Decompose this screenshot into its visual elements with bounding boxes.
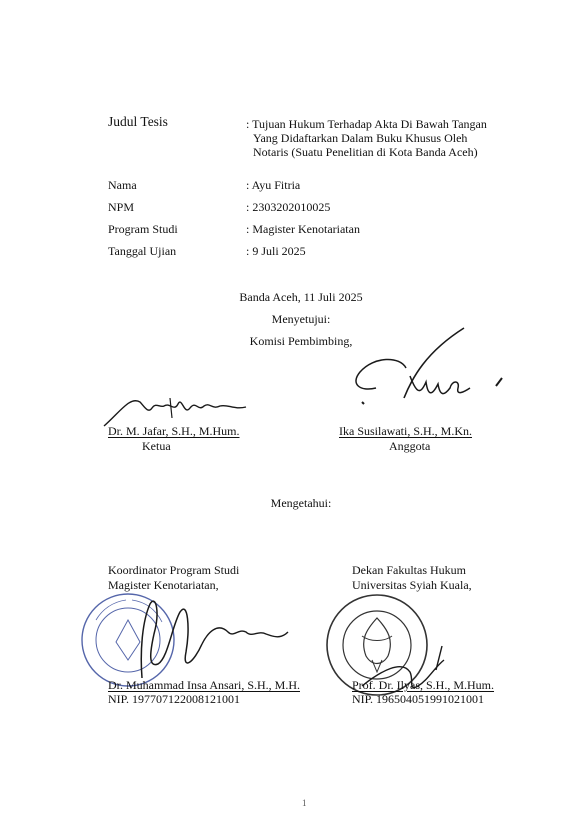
exam-date-label: Tanggal Ujian [108,244,177,258]
chair-name: Dr. M. Jafar, S.H., M.Hum. [108,424,240,438]
committee-label: Komisi Pembimbing, [249,334,353,348]
approved-label: Menyetujui: [271,312,331,326]
coordinator-nip: NIP. 197707122008121001 [108,692,241,706]
npm-label: NPM [108,200,135,214]
page-mark: 1 [302,798,307,808]
place-date: Banda Aceh, 11 Juli 2025 [239,290,363,304]
npm-value: : 2303202010025 [246,200,331,214]
thesis-title-line-2: Yang Didaftarkan Dalam Buku Khusus Oleh [253,131,468,145]
coordinator-name: Dr. Muhammad Insa Ansari, S.H., M.H. [108,678,300,692]
member-signature [340,326,520,412]
member-role: Anggota [389,439,431,453]
thesis-title-label: Judul Tesis [108,114,168,129]
dean-nip: NIP. 196504051991021001 [352,692,485,706]
coordinator-title-1: Koordinator Program Studi [108,563,240,577]
acknowledged-label: Mengetahui: [270,496,332,510]
exam-date-value: : 9 Juli 2025 [246,244,306,258]
dean-title-1: Dekan Fakultas Hukum [352,563,466,577]
thesis-title-value [246,117,494,159]
name-value: : Ayu Fitria [246,178,301,192]
dean-name: Prof. Dr. Ilyas, S.H., M.Hum. [352,678,495,692]
dean-title-2: Universitas Syiah Kuala, [352,578,472,592]
chair-role: Ketua [142,439,171,453]
coordinator-title-2: Magister Kenotariatan, [108,578,219,592]
thesis-title-line-3: Notaris (Suatu Penelitian di Kota Banda Aceh) [253,145,478,159]
coordinator-signature [98,592,298,682]
thesis-title-line-1: : Tujuan Hukum Terhadap Akta Di Bawah Tangan [246,117,487,131]
member-name: Ika Susilawati, S.H., M.Kn. [339,424,472,438]
program-value: : Magister Kenotariatan [246,222,360,236]
program-label: Program Studi [108,222,178,236]
name-label: Nama [108,178,137,192]
